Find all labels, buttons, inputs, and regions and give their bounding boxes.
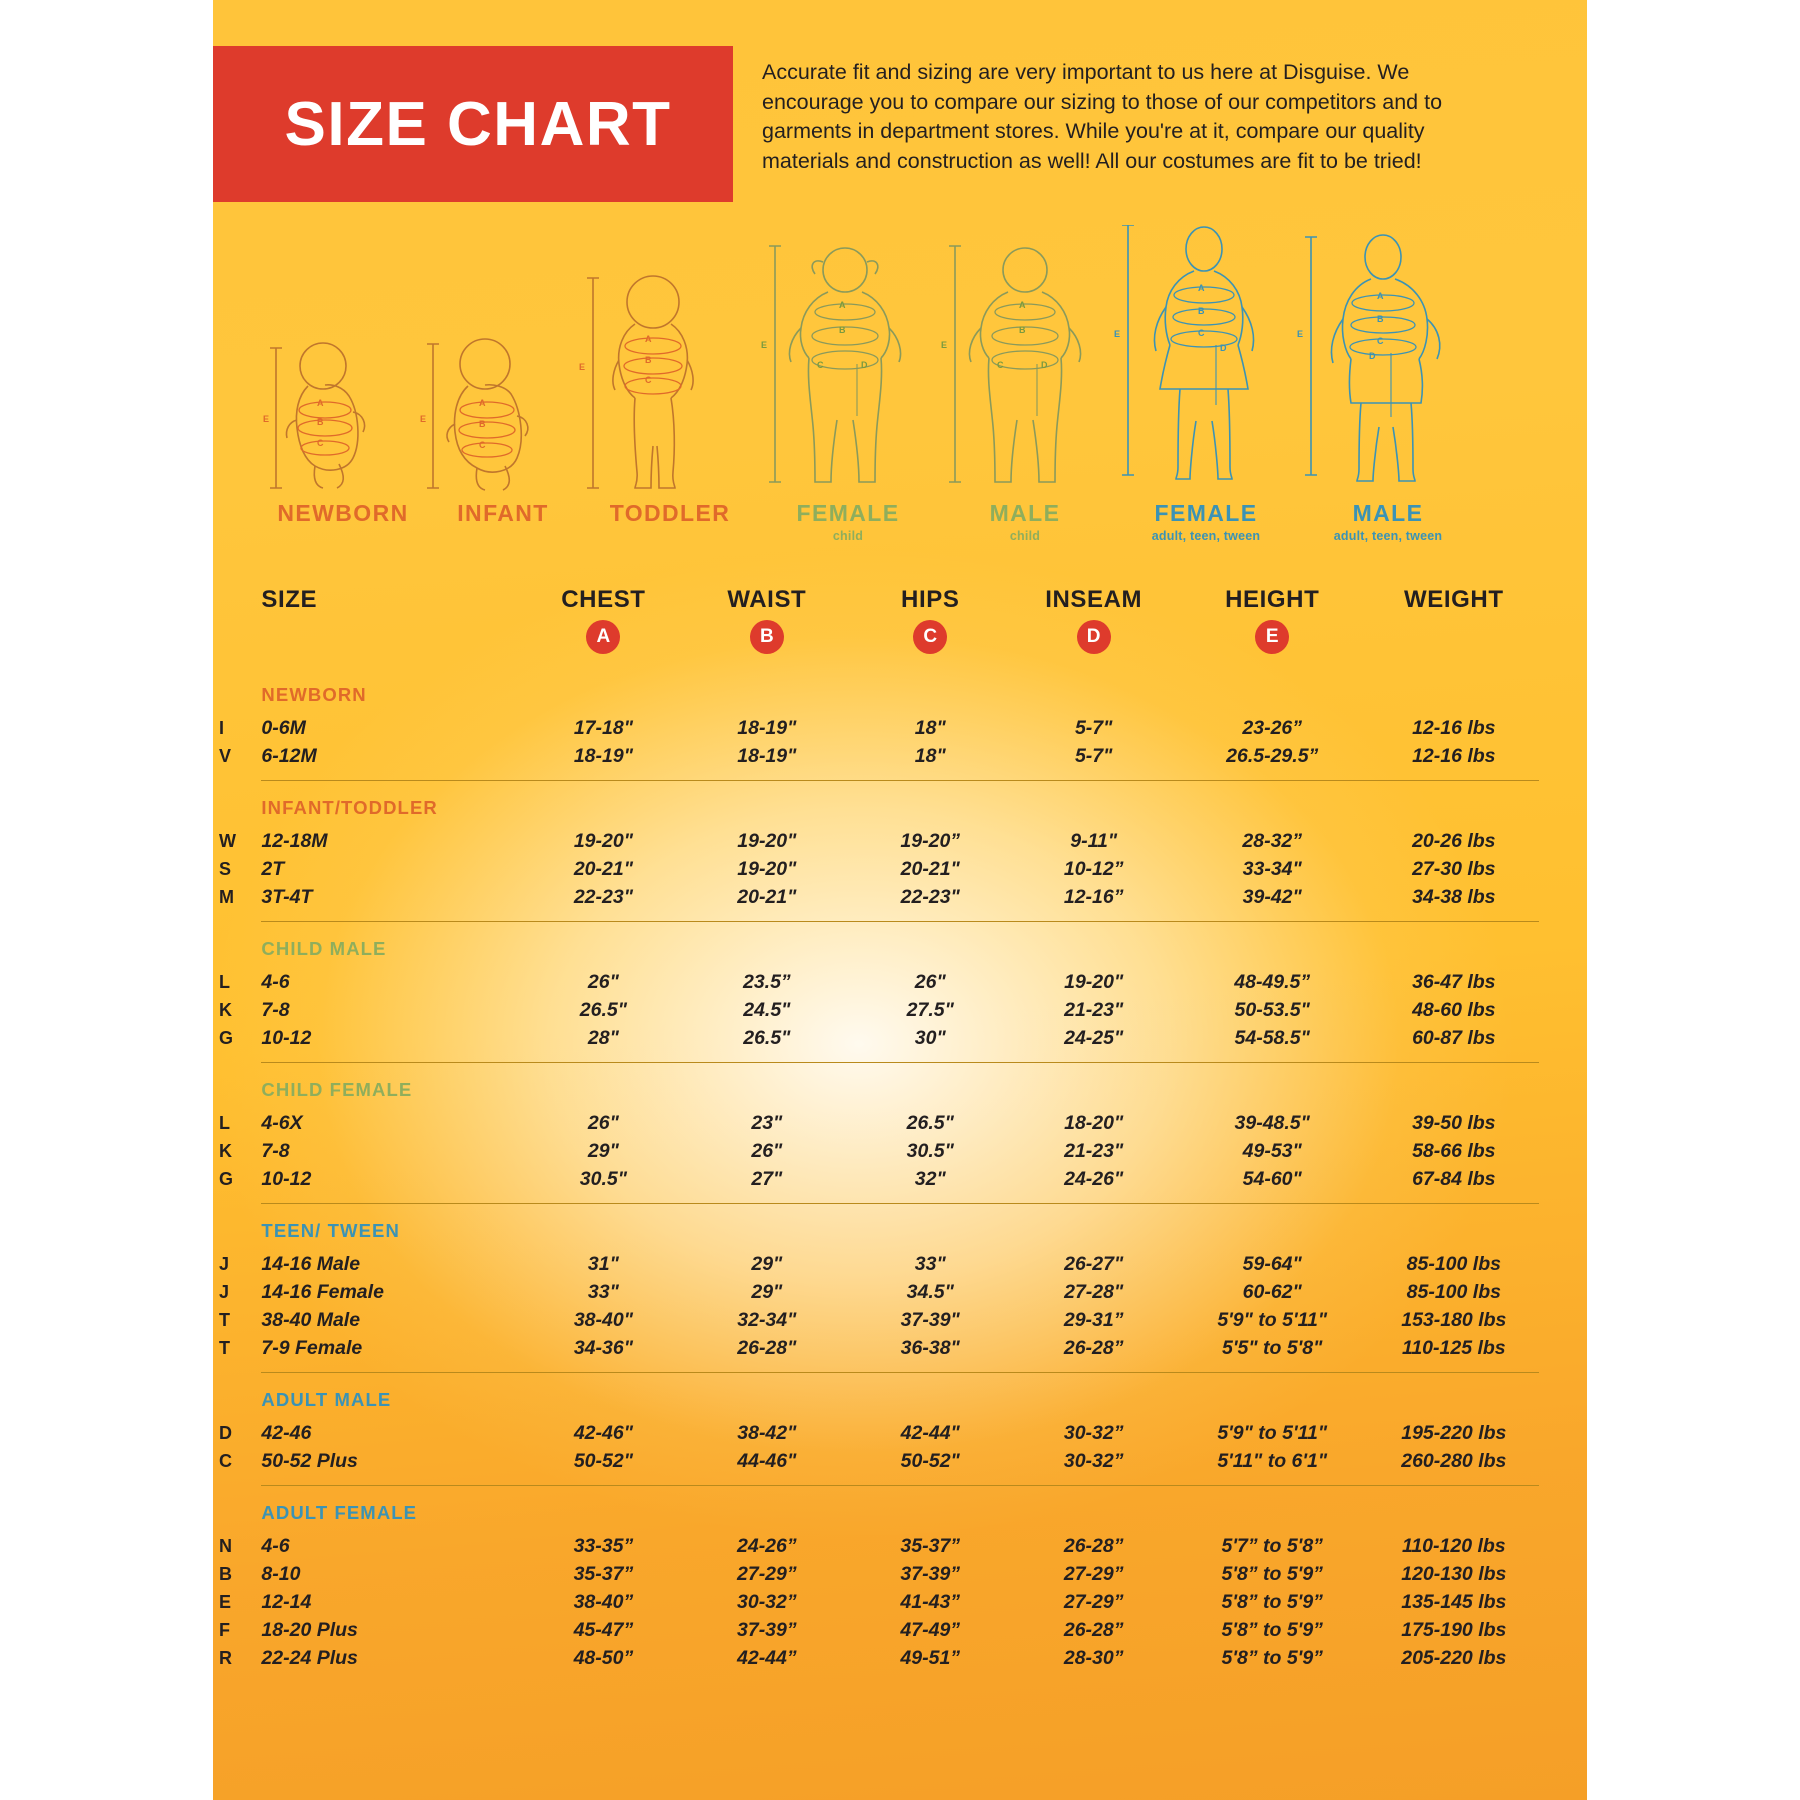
- figure-label-infant: INFANT: [457, 500, 549, 526]
- male-child-illustration: [933, 240, 1123, 515]
- row-waist: 44-46": [737, 1449, 797, 1472]
- row-waist: 19-20": [737, 829, 797, 852]
- row-waist: 37-39”: [737, 1618, 797, 1641]
- row-hips: 41-43”: [900, 1590, 961, 1613]
- table-row: [213, 1306, 1587, 1334]
- svg-text:B: B: [839, 325, 846, 335]
- row-hips: 27.5": [906, 998, 954, 1021]
- figure-infant: [413, 300, 588, 515]
- row-hips: 33": [914, 1252, 946, 1275]
- svg-text:E: E: [263, 414, 270, 424]
- row-weight: 85-100 lbs: [1406, 1252, 1501, 1275]
- row-hips: 35-37”: [900, 1534, 961, 1557]
- row-inseam: 27-28": [1064, 1280, 1124, 1303]
- row-key: D: [219, 1422, 232, 1443]
- row-inseam: 19-20": [1064, 970, 1124, 993]
- row-waist: 24-26”: [737, 1534, 797, 1557]
- row-size: 38-40 Male: [261, 1308, 361, 1331]
- row-key: B: [219, 1563, 232, 1584]
- row-height: 5'8” to 5'9”: [1221, 1646, 1323, 1669]
- row-height: 5'9" to 5'11": [1217, 1308, 1328, 1331]
- group-label: CHILD MALE: [261, 938, 387, 959]
- table-row: [213, 1532, 1587, 1560]
- row-weight: 67-84 lbs: [1412, 1167, 1496, 1190]
- row-inseam: 21-23": [1064, 998, 1124, 1021]
- row-waist: 18-19": [737, 716, 797, 739]
- svg-text:A: A: [317, 398, 324, 408]
- row-weight: 260-280 lbs: [1401, 1449, 1507, 1472]
- row-waist: 42-44”: [737, 1646, 797, 1669]
- figure-male-child: [933, 240, 1123, 515]
- row-waist: 19-20": [737, 857, 797, 880]
- row-hips: 37-39”: [900, 1562, 961, 1585]
- figure-label-newborn: NEWBORN: [277, 500, 409, 526]
- table-row: [213, 883, 1587, 911]
- row-height: 59-64": [1242, 1252, 1302, 1275]
- row-waist: 27-29”: [737, 1562, 797, 1585]
- table-row: [213, 742, 1587, 770]
- group-divider: [213, 1193, 1587, 1204]
- row-height: 26.5-29.5”: [1226, 744, 1319, 767]
- poster-sheet: [213, 0, 1587, 1800]
- figure-newborn: [253, 300, 423, 515]
- row-weight: 48-60 lbs: [1412, 998, 1496, 1021]
- row-hips: 30.5": [906, 1139, 954, 1162]
- row-hips: 36-38": [900, 1336, 960, 1359]
- row-key: J: [219, 1253, 230, 1274]
- row-inseam: 24-25": [1064, 1026, 1124, 1049]
- table-row: [213, 1278, 1587, 1306]
- svg-text:B: B: [1019, 325, 1026, 335]
- row-key: S: [219, 858, 232, 879]
- row-size: 4-6: [261, 970, 290, 993]
- svg-text:C: C: [817, 360, 824, 370]
- svg-text:D: D: [1041, 360, 1048, 370]
- figure-label-male-child: MALE child: [989, 500, 1061, 543]
- row-weight: 85-100 lbs: [1406, 1280, 1501, 1303]
- row-key: K: [219, 1140, 232, 1161]
- svg-text:C: C: [645, 375, 652, 385]
- row-key: R: [219, 1647, 232, 1668]
- row-weight: 12-16 lbs: [1412, 716, 1496, 739]
- row-weight: 153-180 lbs: [1401, 1308, 1507, 1331]
- svg-text:E: E: [420, 414, 427, 424]
- table-row: [213, 1024, 1587, 1052]
- row-height: 54-60": [1242, 1167, 1302, 1190]
- header-waist: WAIST: [727, 586, 807, 613]
- table-row: [213, 968, 1587, 996]
- row-size: 4-6: [261, 1534, 290, 1557]
- row-waist: 29": [751, 1252, 783, 1275]
- row-inseam: 29-31”: [1063, 1308, 1124, 1331]
- row-chest: 18-19": [573, 744, 633, 767]
- row-key: E: [219, 1591, 232, 1612]
- row-chest: 22-23": [573, 885, 633, 908]
- row-size: 7-8: [261, 1139, 290, 1162]
- row-height: 39-42": [1242, 885, 1302, 908]
- row-hips: 26": [914, 970, 946, 993]
- row-key: G: [219, 1168, 234, 1189]
- row-key: G: [219, 1027, 234, 1048]
- bullet-waist: B: [685, 620, 848, 668]
- row-chest: 17-18": [573, 716, 633, 739]
- row-inseam: 26-28”: [1063, 1534, 1124, 1557]
- row-inseam: 27-29”: [1063, 1562, 1124, 1585]
- row-inseam: 26-28”: [1063, 1618, 1124, 1641]
- row-height: 48-49.5”: [1234, 970, 1311, 993]
- group-label: NEWBORN: [261, 684, 367, 705]
- svg-text:A: A: [1019, 300, 1026, 310]
- row-height: 49-53": [1242, 1139, 1302, 1162]
- row-size: 7-9 Female: [261, 1336, 363, 1359]
- header-hips: HIPS: [901, 586, 960, 613]
- row-inseam: 30-32”: [1063, 1421, 1124, 1444]
- svg-text:C: C: [479, 440, 486, 450]
- table-row: [213, 1588, 1587, 1616]
- row-waist: 29": [751, 1280, 783, 1303]
- row-chest: 30.5": [579, 1167, 627, 1190]
- female-child-illustration: [753, 240, 943, 515]
- group-divider: [213, 770, 1587, 781]
- group-label: ADULT FEMALE: [261, 1502, 418, 1523]
- row-size: 42-46: [261, 1421, 312, 1444]
- row-chest: 28": [587, 1026, 619, 1049]
- row-waist: 26-28": [737, 1336, 797, 1359]
- row-height: 39-48.5": [1234, 1111, 1310, 1134]
- table-row: [213, 1616, 1587, 1644]
- table-group-header: [213, 922, 1587, 968]
- table-row: [213, 714, 1587, 742]
- svg-text:C: C: [1198, 328, 1205, 338]
- svg-text:D: D: [861, 360, 868, 370]
- row-size: 2T: [261, 857, 285, 880]
- svg-text:A: A: [839, 300, 846, 310]
- row-hips: 20-21": [900, 857, 960, 880]
- row-waist: 18-19": [737, 744, 797, 767]
- row-key: N: [219, 1535, 232, 1556]
- row-weight: 135-145 lbs: [1401, 1590, 1507, 1613]
- svg-text:C: C: [997, 360, 1004, 370]
- row-size: 10-12: [261, 1167, 312, 1190]
- svg-text:A: A: [1198, 283, 1205, 293]
- row-weight: 60-87 lbs: [1412, 1026, 1496, 1049]
- infant-illustration: [413, 300, 588, 515]
- row-key: T: [219, 1309, 230, 1330]
- table-group-header: [213, 1486, 1587, 1532]
- table-row: [213, 1447, 1587, 1475]
- group-label: INFANT/TODDLER: [261, 797, 438, 818]
- table-group-header: [213, 781, 1587, 827]
- row-size: 3T-4T: [261, 885, 313, 908]
- header-key-spacer: [213, 586, 261, 620]
- row-waist: 23.5”: [742, 970, 791, 993]
- size-table-wrap: [213, 586, 1587, 1672]
- row-size: 6-12M: [261, 744, 317, 767]
- table-header-row: [213, 586, 1587, 620]
- row-inseam: 5-7": [1074, 744, 1113, 767]
- group-divider: [213, 911, 1587, 922]
- size-table: [213, 586, 1587, 1672]
- svg-text:A: A: [1377, 291, 1384, 301]
- table-row: [213, 855, 1587, 883]
- row-height: 5'9" to 5'11": [1217, 1421, 1328, 1444]
- row-chest: 26": [587, 1111, 619, 1134]
- row-chest: 26.5": [579, 998, 627, 1021]
- row-hips: 32": [914, 1167, 946, 1190]
- row-weight: 34-38 lbs: [1412, 885, 1496, 908]
- row-hips: 49-51”: [900, 1646, 961, 1669]
- row-size: 12-18M: [261, 829, 328, 852]
- row-size: 14-16 Female: [261, 1280, 384, 1303]
- row-height: 5'8” to 5'9”: [1221, 1590, 1323, 1613]
- svg-text:B: B: [1377, 314, 1384, 324]
- newborn-illustration: [253, 300, 423, 515]
- row-hips: 34.5": [906, 1280, 954, 1303]
- row-hips: 18": [914, 716, 946, 739]
- row-waist: 26": [751, 1139, 783, 1162]
- row-size: 10-12: [261, 1026, 312, 1049]
- row-key: I: [219, 717, 225, 738]
- row-chest: 26": [587, 970, 619, 993]
- table-row: [213, 1560, 1587, 1588]
- svg-text:A: A: [645, 334, 652, 344]
- table-row: [213, 1419, 1587, 1447]
- row-key: J: [219, 1281, 230, 1302]
- row-hips: 26.5": [906, 1111, 954, 1134]
- svg-text:E: E: [1297, 329, 1304, 339]
- row-key: K: [219, 999, 232, 1020]
- row-chest: 45-47”: [573, 1618, 634, 1641]
- group-divider: [213, 1052, 1587, 1063]
- row-inseam: 30-32”: [1063, 1449, 1124, 1472]
- svg-text:B: B: [1198, 306, 1205, 316]
- row-waist: 20-21": [737, 885, 797, 908]
- row-inseam: 26-28”: [1063, 1336, 1124, 1359]
- row-height: 23-26”: [1242, 716, 1303, 739]
- title-banner: [213, 46, 733, 202]
- group-divider: [213, 1362, 1587, 1373]
- row-size: 50-52 Plus: [261, 1449, 358, 1472]
- row-inseam: 18-20": [1064, 1111, 1124, 1134]
- svg-text:A: A: [479, 398, 486, 408]
- bullet-hips: C: [849, 620, 1012, 668]
- figure-female-adult: [1108, 225, 1303, 515]
- svg-text:E: E: [761, 340, 768, 350]
- table-row: [213, 1644, 1587, 1672]
- row-weight: 175-190 lbs: [1401, 1618, 1507, 1641]
- row-chest: 33-35”: [573, 1534, 634, 1557]
- row-height: 5'5" to 5'8": [1222, 1336, 1323, 1359]
- bullet-height: E: [1175, 620, 1369, 668]
- row-inseam: 28-30”: [1063, 1646, 1124, 1669]
- row-inseam: 27-29”: [1063, 1590, 1124, 1613]
- row-waist: 26.5": [743, 1026, 791, 1049]
- row-waist: 32-34": [737, 1308, 797, 1331]
- group-divider: [213, 1475, 1587, 1486]
- bullet-inseam: D: [1012, 620, 1175, 668]
- svg-text:E: E: [941, 340, 948, 350]
- row-height: 50-53.5": [1234, 998, 1310, 1021]
- row-height: 5'8” to 5'9”: [1221, 1562, 1323, 1585]
- row-inseam: 10-12”: [1063, 857, 1124, 880]
- figure-label-toddler: TODDLER: [609, 500, 731, 526]
- table-row: [213, 1334, 1587, 1362]
- row-chest: 31": [587, 1252, 619, 1275]
- svg-text:B: B: [479, 419, 486, 429]
- row-hips: 47-49”: [900, 1618, 961, 1641]
- table-row: [213, 827, 1587, 855]
- row-weight: 110-120 lbs: [1401, 1534, 1506, 1557]
- table-row: [213, 1165, 1587, 1193]
- row-chest: 42-46": [573, 1421, 633, 1444]
- row-key: W: [219, 830, 236, 851]
- toddler-illustration: [571, 260, 751, 515]
- row-height: 33-34": [1242, 857, 1302, 880]
- row-chest: 35-37”: [573, 1562, 634, 1585]
- table-group-header: [213, 668, 1587, 714]
- row-chest: 38-40": [573, 1308, 633, 1331]
- figure-female-child: [753, 240, 943, 515]
- svg-text:C: C: [1377, 336, 1384, 346]
- figure-row: [213, 225, 1587, 515]
- row-weight: 39-50 lbs: [1412, 1111, 1496, 1134]
- page-title: SIZE CHART: [284, 89, 672, 159]
- row-inseam: 21-23": [1064, 1139, 1124, 1162]
- row-weight: 120-130 lbs: [1401, 1562, 1507, 1585]
- row-weight: 58-66 lbs: [1412, 1139, 1496, 1162]
- row-size: 14-16 Male: [261, 1252, 361, 1275]
- row-inseam: 5-7": [1074, 716, 1113, 739]
- svg-text:E: E: [1114, 329, 1121, 339]
- row-hips: 18": [914, 744, 946, 767]
- table-row: [213, 1137, 1587, 1165]
- svg-text:B: B: [645, 355, 652, 365]
- header-chest: CHEST: [561, 586, 646, 613]
- svg-text:B: B: [317, 417, 324, 427]
- row-height: 5'7” to 5'8”: [1221, 1534, 1323, 1557]
- svg-text:D: D: [1369, 351, 1376, 361]
- table-row: [213, 1250, 1587, 1278]
- figure-toddler: [571, 260, 751, 515]
- row-height: 60-62": [1242, 1280, 1302, 1303]
- row-key: L: [219, 1112, 230, 1133]
- figure-label-male-adult: MALE adult, teen, tween: [1333, 500, 1443, 543]
- row-hips: 37-39": [900, 1308, 960, 1331]
- female-adult-illustration: [1108, 225, 1303, 515]
- row-waist: 30-32”: [737, 1590, 797, 1613]
- row-inseam: 12-16”: [1063, 885, 1124, 908]
- row-chest: 50-52": [573, 1449, 633, 1472]
- figure-label-female-adult: FEMALE adult, teen, tween: [1151, 500, 1261, 543]
- row-key: V: [219, 745, 232, 766]
- figure-labels: [213, 500, 1587, 560]
- row-hips: 22-23": [900, 885, 960, 908]
- row-weight: 36-47 lbs: [1412, 970, 1496, 993]
- header-inseam: INSEAM: [1045, 586, 1143, 613]
- row-weight: 20-26 lbs: [1412, 829, 1496, 852]
- svg-text:C: C: [317, 438, 324, 448]
- row-chest: 34-36": [573, 1336, 633, 1359]
- row-height: 5'8” to 5'9”: [1221, 1618, 1323, 1641]
- svg-text:D: D: [1220, 343, 1227, 353]
- row-size: 12-14: [261, 1590, 312, 1613]
- header-weight: WEIGHT: [1404, 586, 1504, 613]
- row-size: 4-6X: [261, 1111, 303, 1134]
- row-chest: 19-20": [573, 829, 633, 852]
- group-label: TEEN/ TWEEN: [261, 1220, 400, 1241]
- table-bullet-row: [213, 620, 1587, 668]
- row-inseam: 26-27": [1064, 1252, 1124, 1275]
- row-waist: 24.5": [743, 998, 791, 1021]
- row-hips: 19-20”: [900, 829, 961, 852]
- table-row: [213, 996, 1587, 1024]
- row-inseam: 9-11": [1070, 829, 1118, 852]
- row-weight: 12-16 lbs: [1412, 744, 1496, 767]
- header-height: HEIGHT: [1225, 586, 1320, 613]
- row-waist: 27": [751, 1167, 783, 1190]
- row-size: 0-6M: [261, 716, 306, 739]
- male-adult-illustration: [1291, 225, 1481, 515]
- figure-label-female-child: FEMALE child: [796, 500, 900, 543]
- row-height: 5'11" to 6'1": [1217, 1449, 1328, 1472]
- row-key: F: [219, 1619, 230, 1640]
- row-chest: 33": [587, 1280, 619, 1303]
- table-row: [213, 1109, 1587, 1137]
- bullet-chest: A: [522, 620, 685, 668]
- row-hips: 30": [914, 1026, 946, 1049]
- row-size: 7-8: [261, 998, 290, 1021]
- row-key: C: [219, 1450, 232, 1471]
- row-chest: 38-40”: [573, 1590, 634, 1613]
- row-chest: 48-50”: [573, 1646, 634, 1669]
- row-hips: 42-44": [900, 1421, 960, 1444]
- row-inseam: 24-26": [1064, 1167, 1124, 1190]
- row-waist: 23": [751, 1111, 783, 1134]
- header-size: SIZE: [261, 586, 318, 613]
- intro-paragraph: Accurate fit and sizing are very important to us here at Disguise. We encourage you to compare our sizing to those of our competitors and to garments in department stores. While you're at it, compare our quality materials and construction as well! All our costumes are fit to be tried!: [762, 60, 1443, 173]
- row-size: 18-20 Plus: [261, 1618, 358, 1641]
- table-group-header: [213, 1063, 1587, 1109]
- svg-text:E: E: [579, 362, 586, 372]
- row-hips: 50-52": [900, 1449, 960, 1472]
- row-weight: 205-220 lbs: [1401, 1646, 1507, 1669]
- row-chest: 29": [587, 1139, 619, 1162]
- row-chest: 20-21": [573, 857, 633, 880]
- row-height: 28-32”: [1242, 829, 1303, 852]
- row-size: 22-24 Plus: [261, 1646, 358, 1669]
- row-size: 8-10: [261, 1562, 301, 1585]
- row-key: M: [219, 886, 234, 907]
- figure-male-adult: [1291, 225, 1481, 515]
- row-height: 54-58.5": [1234, 1026, 1310, 1049]
- group-label: ADULT MALE: [261, 1389, 392, 1410]
- table-group-header: [213, 1373, 1587, 1419]
- row-key: L: [219, 971, 230, 992]
- row-waist: 38-42": [737, 1421, 797, 1444]
- row-weight: 110-125 lbs: [1401, 1336, 1506, 1359]
- row-weight: 195-220 lbs: [1401, 1421, 1507, 1444]
- table-group-header: [213, 1204, 1587, 1250]
- group-label: CHILD FEMALE: [261, 1079, 413, 1100]
- row-key: T: [219, 1337, 230, 1358]
- row-weight: 27-30 lbs: [1412, 857, 1496, 880]
